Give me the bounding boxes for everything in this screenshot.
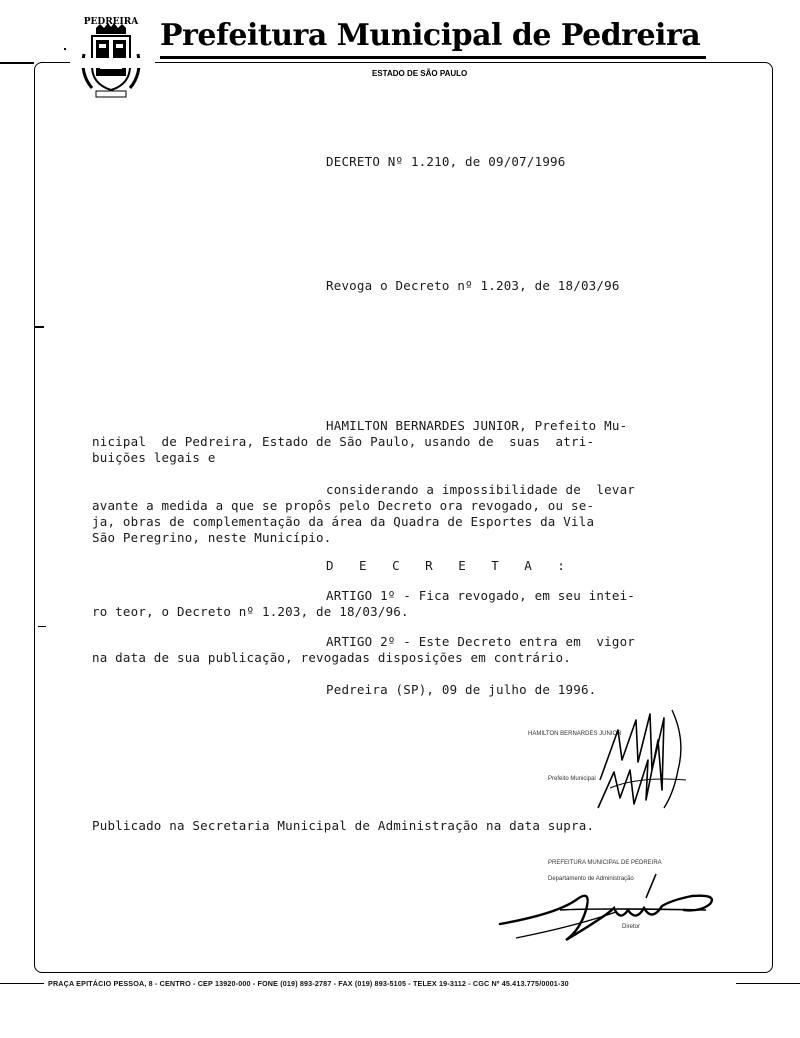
place-and-date: Pedreira (SP), 09 de julho de 1996. bbox=[326, 682, 597, 697]
footer-address: PRAÇA EPITÁCIO PESSOA, 8 - CENTRO - CEP 13920-000 - FONE (019) 893-2787 - FAX (019) 893-5105 - TELEX 19-3112 - CGC Nº 45.413.775/0001-30 bbox=[48, 979, 569, 988]
paragraph-2-line: São Peregrino, neste Município. bbox=[92, 530, 332, 545]
article-1-line: ro teor, o Decreto nº 1.203, de 18/03/96. bbox=[92, 604, 409, 619]
decree-title: DECRETO Nº 1.210, de 09/07/1996 bbox=[326, 154, 566, 169]
secretary-caption-1: PREFEITURA MUNICIPAL DE PEDREIRA bbox=[548, 860, 662, 866]
paragraph-1-line: HAMILTON BERNARDES JUNIOR, Prefeito Mu- bbox=[326, 418, 628, 433]
frame-left-tick bbox=[0, 62, 34, 64]
crest-label: PEDREIRA bbox=[83, 17, 139, 27]
header-subtitle: ESTADO DE SÃO PAULO bbox=[372, 69, 468, 78]
article-2-line: ARTIGO 2º - Este Decreto entra em vigor bbox=[326, 634, 636, 649]
decreta-heading: D E C R E T A : bbox=[326, 558, 574, 573]
paragraph-1-line: buições legais e bbox=[92, 450, 216, 465]
footer-rule-left bbox=[0, 983, 44, 984]
secretary-signature-icon bbox=[496, 870, 726, 950]
mayor-caption: HAMILTON BERNARDES JUNIOR bbox=[528, 731, 622, 737]
header-title: Prefeitura Municipal de Pedreira bbox=[160, 18, 701, 53]
decree-ementa: Revoga o Decreto nº 1.203, de 18/03/96 bbox=[326, 278, 620, 293]
paragraph-1-line: nicipal de Pedreira, Estado de São Paulo, usando de suas atri- bbox=[92, 434, 595, 449]
secretary-role: Diretor bbox=[622, 924, 641, 930]
mayor-role: Prefeito Municipal bbox=[548, 776, 596, 782]
footer-rule-right bbox=[736, 983, 800, 984]
scan-speck bbox=[38, 626, 46, 627]
paragraph-2-line: ja, obras de complementação da área da Quadra de Esportes da Vila bbox=[92, 514, 595, 529]
publication-note: Publicado na Secretaria Municipal de Administração na data supra. bbox=[92, 818, 595, 833]
secretary-caption-2: Departamento de Administração bbox=[548, 876, 634, 882]
frame-gap bbox=[70, 58, 155, 68]
scan-speck bbox=[34, 326, 44, 328]
paragraph-2-line: avante a medida a que se propôs pelo Decreto ora revogado, ou se- bbox=[92, 498, 595, 513]
article-1-line: ARTIGO 1º - Fica revogado, em seu intei- bbox=[326, 588, 636, 603]
article-2-line: na data de sua publicação, revogadas disposições em contrário. bbox=[92, 650, 571, 665]
paragraph-2-line: considerando a impossibilidade de levar bbox=[326, 482, 636, 497]
mayor-signature-icon bbox=[590, 700, 700, 815]
scan-speck bbox=[64, 48, 66, 50]
header-divider bbox=[160, 56, 706, 59]
